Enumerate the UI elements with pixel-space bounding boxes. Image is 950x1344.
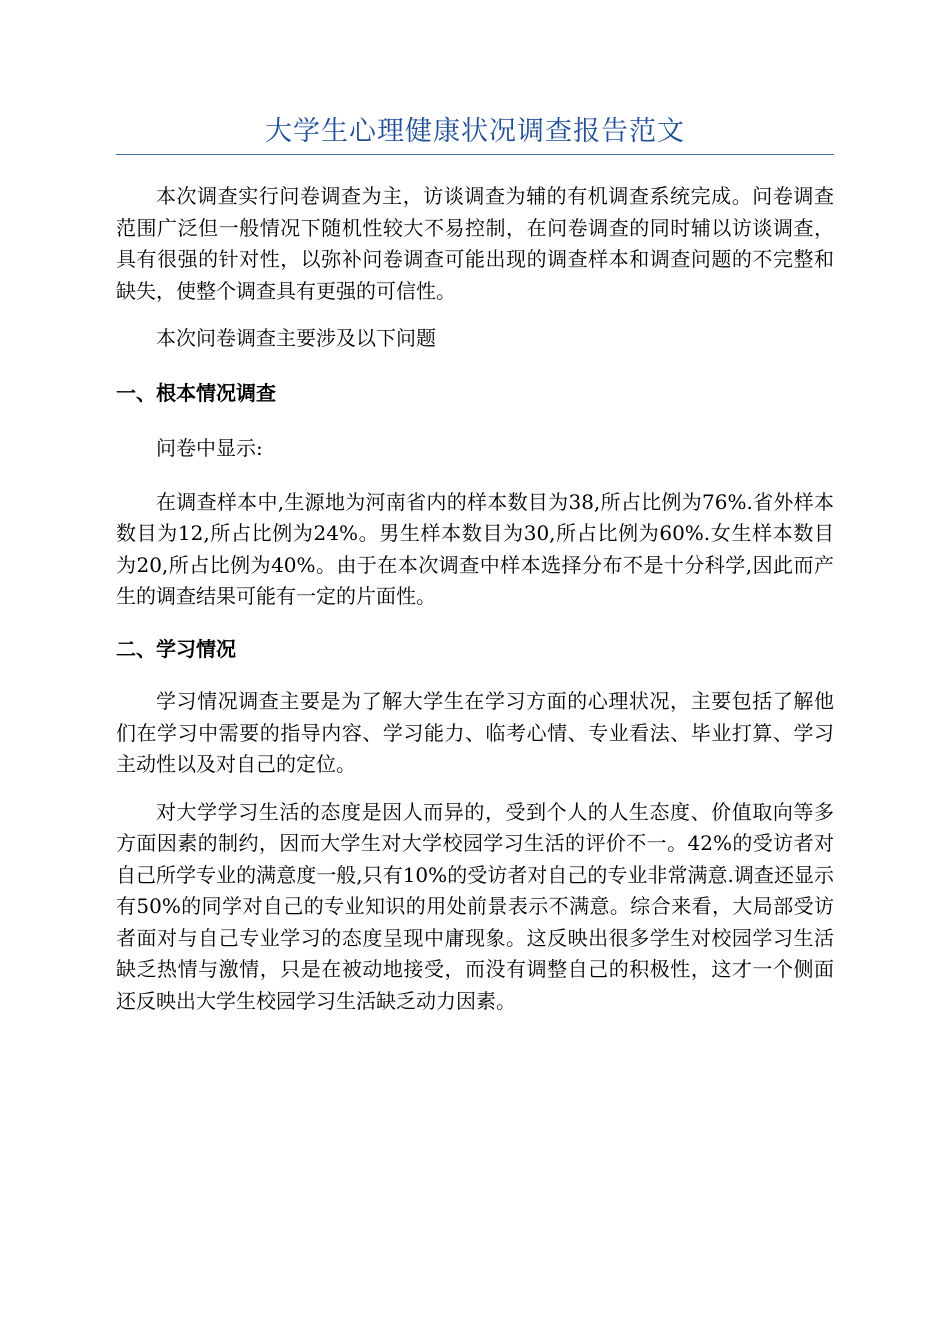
paragraph-study-attitude: 对大学学习生活的态度是因人而异的，受到个人的人生态度、价值取向等多方面因素的制约，因而大学生对大学校园学习生活的评价不一。42%的受访者对自己所学专业的满意度一般,只有10%的受访者对自己的专业非常满意.调查还显示有50%的同学对自己的专业知识的用处前景表示不满意。综合来看，大局部受访者面对与自己专业学习的态度呈现中庸现象。这反映出很多学生对校园学习生活缺乏热情与激情，只是在被动地接受，而没有调整自己的积极性，这才一个侧面还反映出大学生校园学习生活缺乏动力因素。: [116, 799, 834, 1013]
paragraph-sample-stats: 在调查样本中,生源地为河南省内的样本数目为38,所占比例为76%.省外样本数目为12,所占比例为24%。男生样本数目为30,所占比例为60%.女生样本数目为20,所占比例为40%。由于在本次调查中样本选择分布不是十分科学,因此而产生的调查结果可能有一定的片面性。: [116, 489, 834, 608]
section-heading-study: 二、学习情况: [116, 636, 236, 661]
paragraph-survey-shows: 问卷中显示:: [156, 436, 263, 460]
section-heading-basic-info: 一、根本情况调查: [116, 380, 276, 405]
document-page: [116, 112, 834, 1017]
paragraph-study-survey: 学习情况调查主要是为了解大学生在学习方面的心理状况，主要包括了解他们在学习中需要的指导内容、学习能力、临考心情、专业看法、毕业打算、学习主动性以及对自己的定位。: [116, 689, 834, 776]
paragraph-survey-topics: 本次问卷调查主要涉及以下问题: [156, 326, 436, 350]
paragraph-survey-method: 本次调查实行问卷调查为主，访谈调查为辅的有机调查系统完成。问卷调查范围广泛但一般情况下随机性较大不易控制，在问卷调查的同时辅以访谈调查，具有很强的针对性，以弥补问卷调查可能出现的调查样本和调查问题的不完整和缺失，使整个调查具有更强的可信性。: [116, 184, 834, 303]
document-title: 大学生心理健康状况调查报告范文: [116, 112, 834, 155]
